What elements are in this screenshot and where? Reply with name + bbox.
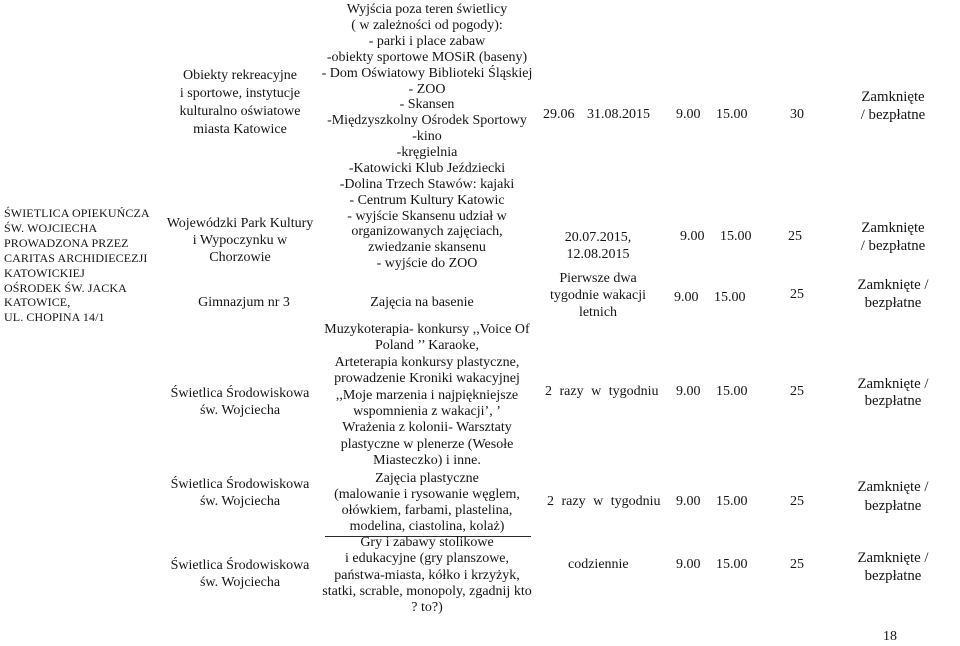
place-line: Obiekty rekreacyjne [183, 68, 297, 83]
activity-line: ( w zależności od pogody): [351, 17, 503, 33]
activity-line: -Dolina Trzech Stawów: kajaki [339, 176, 515, 192]
access-type-line: Zamknięte / [857, 277, 929, 293]
place-line: św. Wojciecha [199, 402, 281, 418]
activity-line: - wyjście do ZOO [376, 256, 478, 272]
dates-line: 12.08.2015 [566, 246, 630, 262]
activity-line: statki, scrable, monopoly, zgadnij kto [322, 583, 532, 599]
organization-line: KATOWICKIEJ [4, 265, 85, 280]
participants-count: 25 [790, 494, 804, 509]
place-line: Wojewódzki Park Kultury [166, 216, 314, 231]
activity-line: Zajęcia plastyczne [375, 471, 479, 486]
dates-cell [548, 229, 648, 263]
access-type [843, 276, 943, 312]
access-type-line: bezpłatne [864, 498, 922, 514]
organization-name [4, 206, 150, 325]
activity-line: -Katowicki Klub Jeździecki [348, 161, 506, 177]
access-type [843, 219, 943, 255]
organization-line: OŚRODEK ŚW. JACKA [4, 280, 127, 295]
dates-line: tygodnie wakacji [549, 287, 647, 303]
activity-line: wspomnienia z wakacji’, ’ [353, 404, 501, 420]
activity-line: modelina, ciastolina, kolaż) [349, 519, 505, 534]
place-cell [160, 67, 320, 139]
place-line: Świetlica Środowiskowa [170, 385, 310, 401]
dates-cell [548, 270, 648, 321]
place-line: Chorzowie [209, 250, 271, 265]
dates-line: codziennie [568, 557, 629, 572]
activity-line: Wrażenia z kolonii- Warsztaty [342, 420, 512, 436]
place-cell [160, 215, 320, 266]
activity-line: plastyczne w plenerze (Wesołe [340, 436, 514, 452]
place-line: św. Wojciecha [199, 493, 281, 509]
activity-line: Muzykoterapia- konkursy ,,Voice Of [324, 322, 530, 337]
activity-line: ołówkiem, farbami, plastelina, [341, 503, 513, 518]
activities-cell [318, 209, 536, 273]
place-cell [160, 557, 320, 591]
place-cell [160, 385, 320, 419]
place-line: Świetlica Środowiskowa [170, 557, 310, 573]
activity-line: - parki i place zabaw [368, 33, 486, 49]
access-type [843, 549, 943, 585]
place-cell [164, 295, 324, 311]
access-type-line: bezpłatne [864, 568, 922, 584]
activity-line: państwa-miasta, kółko i krzyżyk, [334, 567, 520, 583]
activity-line: - wyjście Skansenu udział w [347, 208, 507, 224]
organization-line: UL. CHOPINA 14/1 [4, 310, 105, 325]
participants-count: 30 [790, 107, 804, 122]
dates-line: 2 razy w tygodniu [545, 384, 659, 399]
access-type-line: Zamknięte / [857, 375, 929, 392]
activity-line: zwiedzanie skansenu [368, 240, 486, 256]
hours: 9.00 15.00 [676, 107, 748, 122]
activities-cell [318, 535, 536, 616]
activity-line: ,,Moje marzenia i najpiękniejsze [335, 387, 519, 403]
activity-line: - Dom Oświatowy Biblioteki Śląskiej [321, 65, 533, 81]
organization-line: PROWADZONA PRZEZ [4, 235, 129, 250]
activity-line: Miasteczko) i inne. [373, 453, 481, 469]
activity-line: -obiekty sportowe MOSiR (baseny) [326, 49, 528, 65]
activity-line: -Międzyszkolny Ośrodek Sportowy [327, 113, 527, 129]
activity-line: -kino [412, 129, 442, 145]
activity-line: i edukacyjne (gry planszowe, [344, 551, 510, 567]
access-type-line: Zamknięte / [857, 550, 929, 566]
activities-cell [318, 471, 536, 535]
access-type [843, 88, 943, 124]
dates-line: letnich [578, 304, 618, 320]
hours: 9.00 15.00 [674, 290, 746, 305]
hours: 9.00 15.00 [680, 229, 752, 244]
place-line: Świetlica Środowiskowa [170, 476, 310, 492]
access-type [843, 376, 943, 410]
place-line: i Wypoczynku w [192, 233, 288, 248]
organization-line: CARITAS ARCHIDIECEZJI [4, 250, 148, 265]
participants-count: 25 [790, 287, 804, 302]
activity-line: Gry i zabawy stolikowe [360, 535, 494, 550]
access-type-line: bezpłatne [864, 295, 922, 311]
place-line: miasta Katowice [193, 122, 287, 137]
organization-line: KATOWICE, [4, 295, 71, 310]
place-line: i sportowe, instytucje [179, 86, 301, 101]
place-line: kulturalno oświatowe [179, 104, 301, 119]
access-type-line: / bezpłatne [860, 238, 926, 254]
activity-line: -kręgielnia [396, 145, 458, 161]
place-line: św. Wojciecha [199, 574, 281, 590]
activity-line: Zajęcia na basenie [370, 295, 474, 310]
dates-line: 29.06 31.08.2015 [543, 107, 650, 122]
organization-line: ŚW. WOJCIECHA [4, 220, 98, 235]
access-type-line: bezpłatne [864, 392, 922, 409]
participants-count: 25 [790, 557, 804, 572]
activities-cell [318, 295, 526, 311]
access-type-line: Zamknięte / [857, 479, 929, 495]
activity-line: - Skansen [399, 97, 455, 113]
activity-line: - Centrum Kultury Katowic [349, 192, 505, 208]
dates-line: Pierwsze dwa [559, 270, 637, 286]
hours: 9.00 15.00 [676, 557, 748, 572]
dates-line: 2 razy w tygodniu [547, 494, 661, 509]
organization-line: ŚWIETLICA OPIEKUŃCZA [4, 206, 150, 220]
activities-cell [318, 2, 536, 209]
hours: 9.00 15.00 [676, 384, 748, 399]
activity-line: (malowanie i rysowanie węglem, [334, 487, 520, 502]
participants-count: 25 [788, 229, 802, 244]
activity-line: organizowanych zajęciach, [351, 224, 503, 240]
activity-line: Arteterapia konkursy plastyczne, [334, 354, 520, 370]
activity-line: - ZOO [408, 81, 446, 97]
access-type-line: / bezpłatne [860, 107, 926, 123]
access-type-line: Zamknięte [861, 89, 925, 105]
activities-cell [318, 322, 536, 470]
page-number: 18 [883, 629, 897, 644]
place-cell [160, 476, 320, 510]
dates-line: 20.07.2015, [564, 229, 632, 245]
access-type-line: Zamknięte [861, 220, 925, 236]
activity-line: Wyjścia poza teren świetlicy [346, 2, 508, 17]
activity-line: ? to?) [411, 600, 443, 615]
participants-count: 25 [790, 384, 804, 399]
place-line: Gimnazjum nr 3 [198, 295, 290, 310]
hours: 9.00 15.00 [676, 494, 748, 509]
access-type [843, 478, 943, 516]
activity-line: Poland ’’ Karaoke, [374, 338, 480, 354]
activity-line: prowadzenie Kroniki wakacyjnej [334, 371, 520, 387]
